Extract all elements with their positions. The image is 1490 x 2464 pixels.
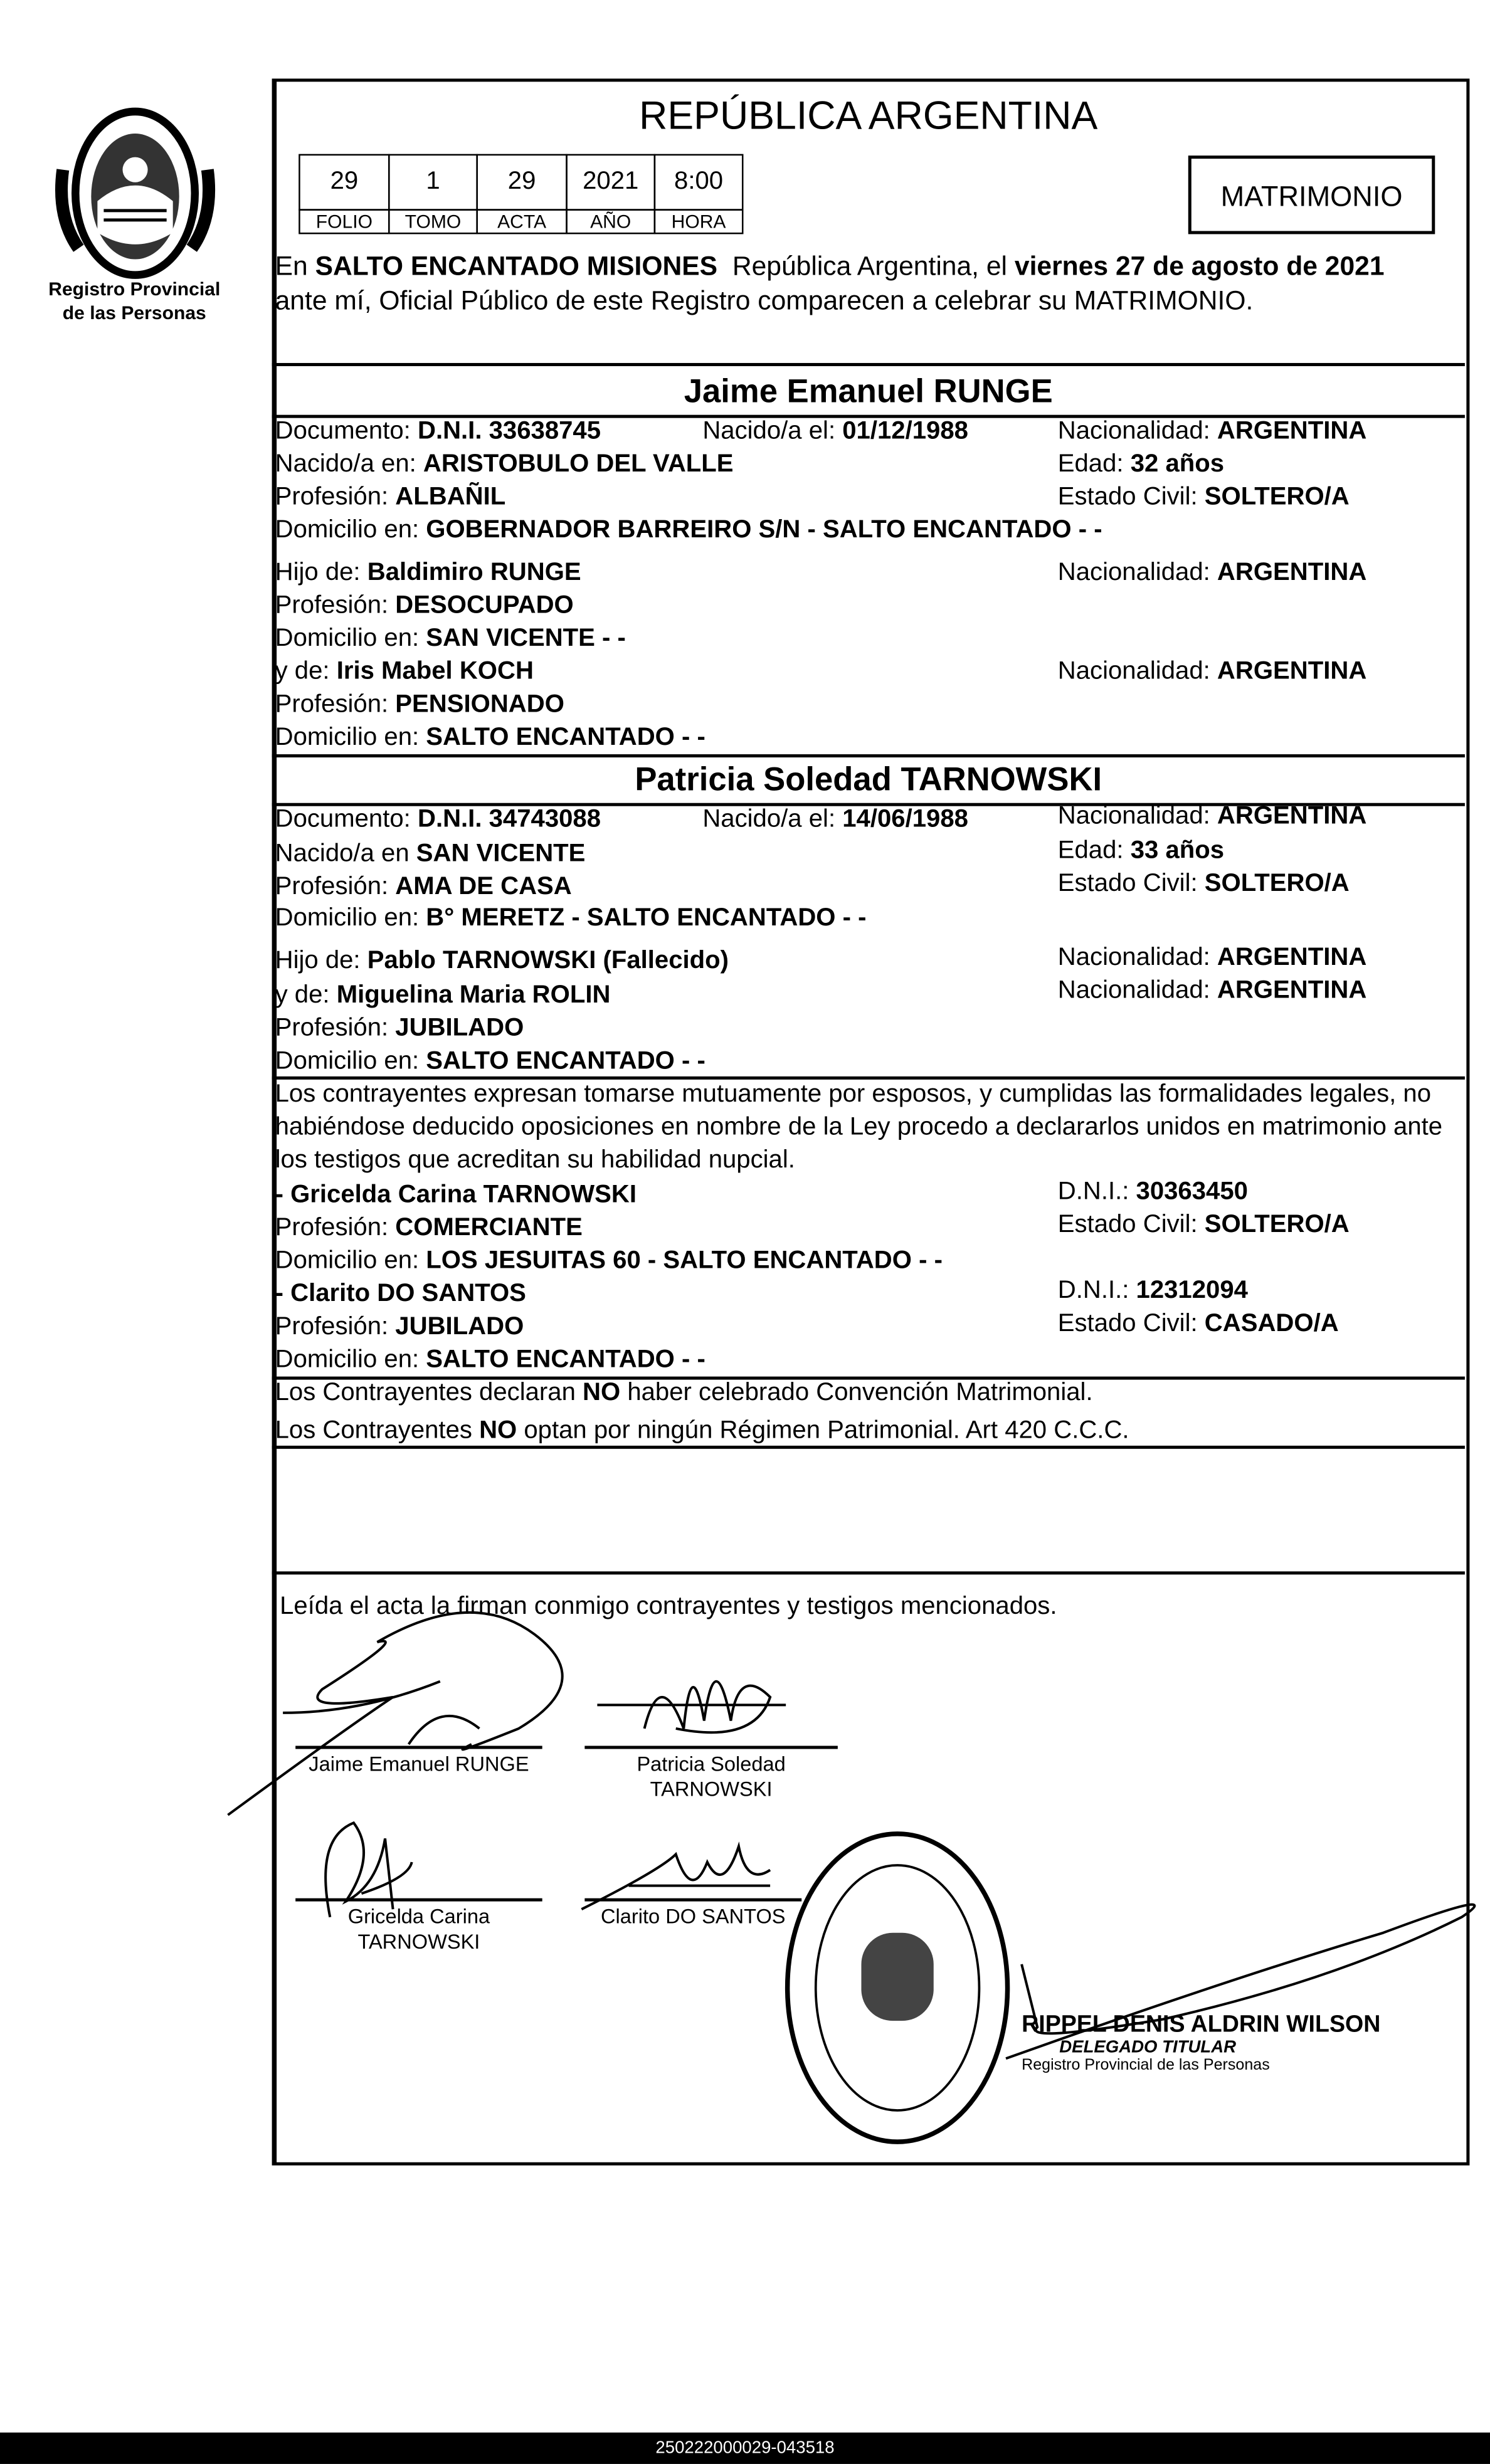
- groom-civil-label: Estado Civil:: [1057, 483, 1205, 511]
- groom-dom-label: Domicilio en:: [275, 724, 426, 752]
- certificate-type-box: MATRIMONIO: [1188, 155, 1435, 234]
- official-org: Registro Provincial de las Personas: [1022, 2056, 1270, 2075]
- signature-line: [295, 1898, 542, 1901]
- groom-mother-nat: ARGENTINA: [1217, 658, 1367, 685]
- ceremony-w1-dni-label: D.N.I.:: [1057, 1277, 1136, 1305]
- groom-dom-label: Domicilio en:: [275, 1248, 426, 1275]
- groom-nat-label: Nacionalidad:: [1057, 658, 1217, 685]
- hour-value: 8:00: [654, 154, 744, 211]
- witness-1-signature-label: [295, 1905, 542, 1955]
- hour-label: HORA: [654, 209, 744, 234]
- groom-nat-label: Nacionalidad:: [1057, 418, 1217, 445]
- bride-dni: D.N.I. 34743088: [417, 806, 601, 833]
- registry-name-line2: de las Personas: [62, 302, 206, 324]
- intro-line-2: ante mí, Oficial Público de este Registro comparecen a celebrar su MATRIMONIO.: [275, 286, 1254, 316]
- groom-nat-label: Nacionalidad:: [1057, 977, 1217, 1004]
- convention-l2b: NO: [479, 1417, 517, 1445]
- groom-age-label: Edad:: [1057, 837, 1131, 865]
- convention-l1c: haber celebrado Convención Matrimonial.: [620, 1379, 1093, 1407]
- official-name: RIPPEL DENIS ALDRIN WILSON: [1022, 2011, 1381, 2038]
- groom-nat-label: Nacionalidad:: [1057, 803, 1217, 830]
- groom-prof-label: Profesión:: [275, 873, 396, 901]
- acta-value: 29: [476, 154, 567, 211]
- convention-l1a: Los Contrayentes declaran: [275, 1379, 583, 1407]
- folio-value: 29: [299, 154, 389, 211]
- bride-father: Pablo TARNOWSKI (Fallecido): [367, 947, 729, 974]
- signatures-s2a: Patricia Soledad: [637, 1752, 786, 1776]
- ceremony-w2-dni: 12312094: [1136, 1277, 1248, 1305]
- document-code: 250222000029-043518: [655, 2438, 835, 2458]
- ceremony-w1-civil: SOLTERO/A: [1204, 1211, 1350, 1238]
- ceremony-l2: habiéndose deducido oposiciones en nombre de la Ley procedo a declararlos unidos en matrimonio ante: [275, 1114, 1443, 1141]
- bride-dom: B° MERETZ - SALTO ENCANTADO - -: [426, 905, 867, 932]
- ceremony-w2-prof: JUBILADO: [395, 1314, 524, 1340]
- groom-father-prof: DESOCUPADO: [395, 592, 574, 619]
- groom-mother-label: y de:: [275, 658, 337, 685]
- folio-label: FOLIO: [299, 209, 389, 234]
- closing-text: Leída el acta la firman conmigo contrayentes y testigos mencionados.: [280, 1593, 1057, 1621]
- convention-l2a: Los Contrayentes: [275, 1417, 480, 1445]
- groom-civil: SOLTERO/A: [1204, 483, 1350, 511]
- bride-birthdate: 14/06/1988: [842, 806, 968, 833]
- signatures-s3a: Gricelda Carina: [347, 1904, 490, 1929]
- groom-nat-label: Nacionalidad:: [1057, 559, 1217, 586]
- groom-dom: GOBERNADOR BARREIRO S/N - SALTO ENCANTADO - -: [426, 517, 1102, 544]
- groom-prof-label: Profesión:: [275, 1214, 396, 1242]
- witness-1-name: - Gricelda Carina TARNOWSKI: [275, 1181, 637, 1209]
- groom-nat-label: Nacionalidad:: [1057, 944, 1217, 971]
- year-value: 2021: [566, 154, 655, 211]
- groom-father: Baldimiro RUNGE: [367, 559, 581, 586]
- groom-father-label: Hijo de:: [275, 559, 367, 586]
- groom-prof-label: Profesión:: [275, 1015, 396, 1042]
- groom-place: ARISTOBULO DEL VALLE: [423, 451, 734, 478]
- header-intro1-c: República Argentina, el: [717, 251, 1015, 282]
- registry-name-line1: Registro Provincial: [48, 278, 221, 300]
- ceremony-w1-dni-label: D.N.I.:: [1057, 1178, 1136, 1206]
- convention-l2c: optan por ningún Régimen Patrimonial. Art 420 C.C.C.: [517, 1417, 1129, 1445]
- header-intro1-b: SALTO ENCANTADO MISIONES: [315, 251, 718, 282]
- groom-dom-label: Domicilio en:: [275, 1346, 426, 1374]
- bride-signature-label: [584, 1752, 838, 1803]
- groom-place-label: Nacido/a en:: [275, 451, 423, 478]
- header-intro1-d: viernes 27 de agosto de 2021: [1014, 251, 1385, 282]
- groom-prof: ALBAÑIL: [395, 483, 506, 511]
- bride-civil: SOLTERO/A: [1204, 870, 1350, 898]
- bride-mother: Miguelina Maria ROLIN: [336, 982, 611, 1009]
- bride-place-label: Nacido/a en: [275, 840, 416, 868]
- witness-2-name: - Clarito DO SANTOS: [275, 1280, 526, 1308]
- bride-prof: AMA DE CASA: [395, 873, 572, 901]
- groom-father-dom: SAN VICENTE - -: [426, 625, 626, 653]
- groom-dom-label: Domicilio en:: [275, 625, 426, 653]
- official-title: DELEGADO TITULAR: [1059, 2038, 1237, 2057]
- groom-mother-label: y de:: [275, 982, 337, 1009]
- groom-signature-label: Jaime Emanuel RUNGE: [309, 1752, 529, 1776]
- groom-doc-label: Documento:: [275, 418, 418, 445]
- ceremony-l3: los testigos que acreditan su habilidad nupcial.: [275, 1147, 795, 1174]
- signatures-s3b: TARNOWSKI: [357, 1929, 480, 1954]
- groom-dni: D.N.I. 33638745: [417, 418, 601, 445]
- groom-dom-label: Domicilio en:: [275, 1048, 426, 1075]
- bride-age: 33 años: [1130, 837, 1225, 865]
- groom-prof-label: Profesión:: [275, 483, 396, 511]
- ceremony-w2-dom: SALTO ENCANTADO - -: [426, 1346, 705, 1374]
- tomo-label: TOMO: [388, 209, 478, 234]
- official-stamp: [1022, 2011, 1380, 2074]
- ceremony-w2-civil: CASADO/A: [1204, 1310, 1339, 1337]
- groom-born-label: Nacido/a el:: [702, 418, 843, 445]
- bride-place: SAN VICENTE: [416, 840, 586, 868]
- header-intro1-a: En: [275, 251, 315, 282]
- groom-civil-label: Estado Civil:: [1057, 870, 1205, 898]
- ceremony-l1: Los contrayentes expresan tomarse mutuamente por esposos, y cumplidas las formalidades legales, no: [275, 1081, 1432, 1108]
- groom-mother-prof: PENSIONADO: [395, 691, 564, 719]
- bride-name: Patricia Soledad TARNOWSKI: [635, 762, 1102, 799]
- groom-father-nat: ARGENTINA: [1217, 559, 1367, 586]
- ceremony-w1-dom: LOS JESUITAS 60 - SALTO ENCANTADO - -: [426, 1248, 943, 1275]
- signature-line: [295, 1746, 542, 1749]
- ceremony-w1-prof: COMERCIANTE: [395, 1214, 583, 1242]
- groom-father-label: Hijo de:: [275, 947, 367, 974]
- bride-mother-dom: SALTO ENCANTADO - -: [426, 1048, 705, 1075]
- year-label: AÑO: [566, 209, 655, 234]
- groom-civil-label: Estado Civil:: [1057, 1310, 1205, 1337]
- signature-line: [584, 1898, 801, 1901]
- groom-civil-label: Estado Civil:: [1057, 1211, 1205, 1238]
- groom-prof-label: Profesión:: [275, 1314, 396, 1340]
- groom-dom-label: Domicilio en:: [275, 517, 426, 544]
- signatures-s2b: TARNOWSKI: [650, 1777, 773, 1801]
- ceremony-w1-dni: 30363450: [1136, 1178, 1248, 1206]
- bride-nat: ARGENTINA: [1217, 803, 1367, 830]
- bride-mother-nat: ARGENTINA: [1217, 977, 1367, 1004]
- bride-father-nat: ARGENTINA: [1217, 944, 1367, 971]
- footer-bar: [0, 2433, 1490, 2464]
- groom-age-label: Edad:: [1057, 451, 1131, 478]
- bride-mother-prof: JUBILADO: [395, 1015, 524, 1042]
- groom-nat: ARGENTINA: [1217, 418, 1367, 445]
- signature-line: [584, 1746, 838, 1749]
- groom-dom-label: Domicilio en:: [275, 905, 426, 932]
- groom-age: 32 años: [1130, 451, 1225, 478]
- groom-prof-label: Profesión:: [275, 592, 396, 619]
- tomo-value: 1: [388, 154, 478, 211]
- convention-l1b: NO: [583, 1379, 621, 1407]
- acta-label: ACTA: [476, 209, 567, 234]
- groom-mother: Iris Mabel KOCH: [336, 658, 534, 685]
- groom-prof-label: Profesión:: [275, 691, 396, 719]
- groom-birthdate: 01/12/1988: [842, 418, 968, 445]
- groom-name: Jaime Emanuel RUNGE: [684, 374, 1053, 411]
- groom-born-label: Nacido/a el:: [702, 806, 843, 833]
- groom-mother-dom: SALTO ENCANTADO - -: [426, 724, 705, 752]
- witness-2-signature-label: Clarito DO SANTOS: [601, 1904, 786, 1929]
- country-title: REPÚBLICA ARGENTINA: [639, 94, 1098, 139]
- groom-doc-label: Documento:: [275, 806, 418, 833]
